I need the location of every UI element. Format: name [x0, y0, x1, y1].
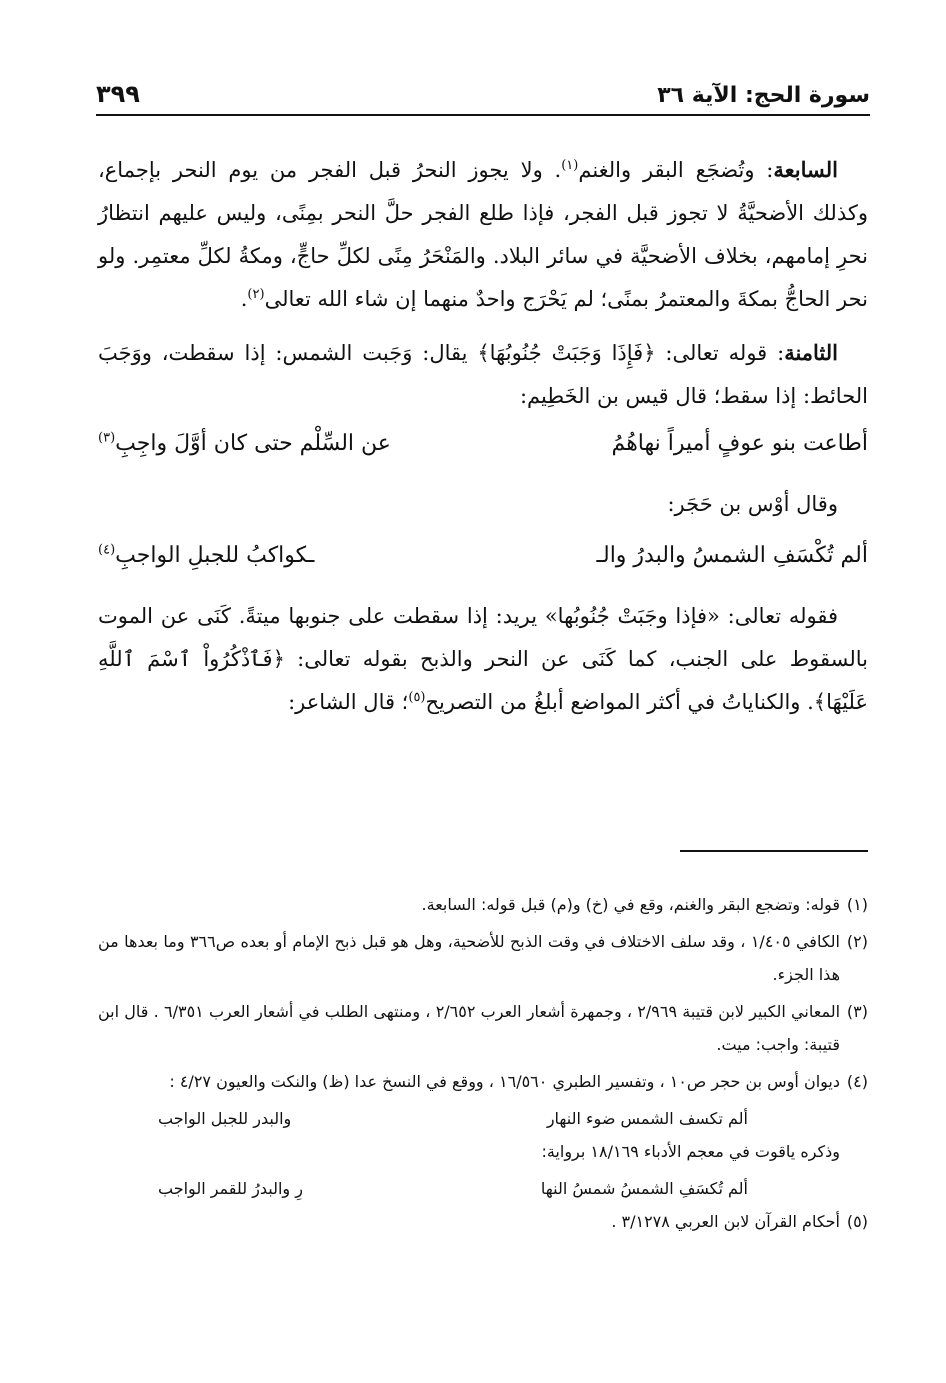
verse-hemistich-second: والبدر للجبل الواجب — [158, 1109, 292, 1128]
footnote-ref-4[interactable]: (٤) — [98, 542, 116, 558]
footnote-1 — [98, 888, 868, 921]
page-header — [96, 68, 870, 116]
paragraph-eighth — [98, 331, 868, 418]
poem-intro: وقال أوْس بن حَجَر: — [667, 492, 838, 516]
paragraph-text: فقوله تعالى: «فإذا وجَبَتْ جُنُوبُها» يريد: إذا سقطت على جنوبها ميتةً. كَنَى عن الموت بالسقوط على الجنب، كما كَنَى عن النحر والذبح بقوله تعالى: ﴿فَٱذْكُرُواْ ٱسْمَ ٱللَّهِ عَلَيْهَا﴾. والكناياتُ في أكثر المواضع أبلغُ من التصريح — [98, 604, 868, 714]
verse-hemistich-second — [98, 422, 391, 465]
verse-hemistich-first: أطاعت بنو عوفٍ أميراً نهاهُمُ — [611, 431, 868, 456]
footnote-line: وذكره ياقوت في معجم الأدباء ١٨/١٦٩ برواية: — [541, 1142, 840, 1161]
running-title: سورة الحج: الآية ٣٦ — [657, 83, 870, 108]
footnote-2 — [98, 925, 868, 991]
footnote-ref-1[interactable]: (١) — [561, 158, 579, 173]
verse-hemistich-first: ألم تُكْسَفِ الشمسُ والبدرُ والـ — [596, 543, 868, 568]
footnote-ref-3[interactable]: (٣) — [98, 430, 116, 446]
footnote-text: المعاني الكبير لابن قتيبة ٢/٩٦٩ ، وجمهرة أشعار العرب ٢/٦٥٢ ، ومنتهى الطلب في أشعار العرب ٦/٣٥١ . قال ابن قتيبة: واجب: ميت. — [98, 1002, 841, 1054]
paragraph-text: ؛ قال الشاعر: — [288, 690, 409, 714]
page-number: ٣٩٩ — [96, 80, 140, 108]
footnote-number: (٣) — [846, 1002, 869, 1021]
verse-hemistich-second — [98, 534, 314, 577]
footnote-verse-2 — [98, 1172, 868, 1205]
verse-hemistich-first: ألم تُكسَفِ الشمسُ شمسُ النها — [540, 1179, 748, 1198]
paragraph-text: . — [240, 287, 248, 311]
paragraph-text: : قوله تعالى: ﴿فَإِذَا وَجَبَتْ جُنُوبُهَا﴾ يقال: وَجَبت الشمس: إذا سقطت، ووَجَبَ الحائط: إذا سقط؛ قال قيس بن الخَطِيم: — [98, 341, 868, 408]
poem-verse-2 — [98, 534, 868, 577]
footnote-3 — [98, 995, 868, 1061]
footnote-number: (٢) — [846, 932, 868, 951]
footnote-text: قوله: وتضجع البقر والغنم، وقع في (خ) و(م) قبل قوله: السابعة. — [421, 895, 840, 914]
footnote-number: (١) — [846, 895, 868, 914]
verse-hemistich-second: رِ والبدرُ للقمر الواجب — [158, 1179, 303, 1198]
footnote-text: ديوان أوس بن حجر ص١٠ ، وتفسير الطبري ١٦/٥٦٠ ، ووقع في النسخ عدا (ظ) والنكت والعيون ٤/٢٧ : — [169, 1072, 840, 1091]
section-lead-eighth: الثامنة — [784, 340, 838, 365]
verse-hemistich-first: ألم تكسف الشمس ضوء النهار — [546, 1109, 748, 1128]
poem-verse-1 — [98, 422, 868, 465]
footnote-text: الكافي ١/٤٠٥ ، وقد سلف الاختلاف في وقت الذبح للأضحية، وهل هو قبل ذبح الإمام أو بعده ص٣٦٦ وما بعدها من هذا الجزء. — [98, 932, 840, 984]
footnote-ref-5[interactable]: (٥) — [408, 690, 426, 705]
footnote-verse-1 — [98, 1102, 868, 1135]
paragraph-text: . ولا يجوز النحرُ قبل الفجر من يوم النحر بإجماع، وكذلك الأضحيَّةُ لا تجوز قبل الفجر، فإذا طلع الفجر حلَّ النحر بمِنًى، وليس عليهم انتظارُ نحرِ إمامهم، بخلاف الأضحيَّة في سائر البلاد. والمَنْحَرُ مِنًى لكلِّ حاجٍّ، ومكةُ لكلِّ معتمِر. ولو نحر الحاجُّ بمكةَ والمعتمرُ بمنًى؛ لم يَحْرَج واحدٌ منهما إن شاء الله تعالى — [98, 158, 868, 311]
footnote-separator — [680, 850, 868, 852]
main-text — [98, 148, 868, 724]
verse-text: ـكواكبُ للجبلِ الواجبِ — [115, 543, 315, 568]
verse-text: عن السِّلْم حتى كان أوَّلَ واجِبِ — [115, 431, 391, 456]
section-lead-seventh: السابعة — [773, 157, 838, 182]
footnote-number: (٤) — [846, 1072, 868, 1091]
footnotes — [98, 888, 868, 1242]
footnote-text: أحكام القرآن لابن العربي ٣/١٢٧٨ . — [611, 1212, 840, 1231]
footnote-4 — [98, 1065, 868, 1098]
paragraph-explanation — [98, 595, 868, 724]
footnote-number: (٥) — [846, 1212, 868, 1231]
paragraph-seventh — [98, 148, 868, 321]
footnote-5 — [98, 1205, 868, 1238]
footnote-ref-2[interactable]: (٢) — [247, 287, 265, 302]
paragraph-text: : وتُضجَع البقر والغنم — [578, 158, 774, 182]
